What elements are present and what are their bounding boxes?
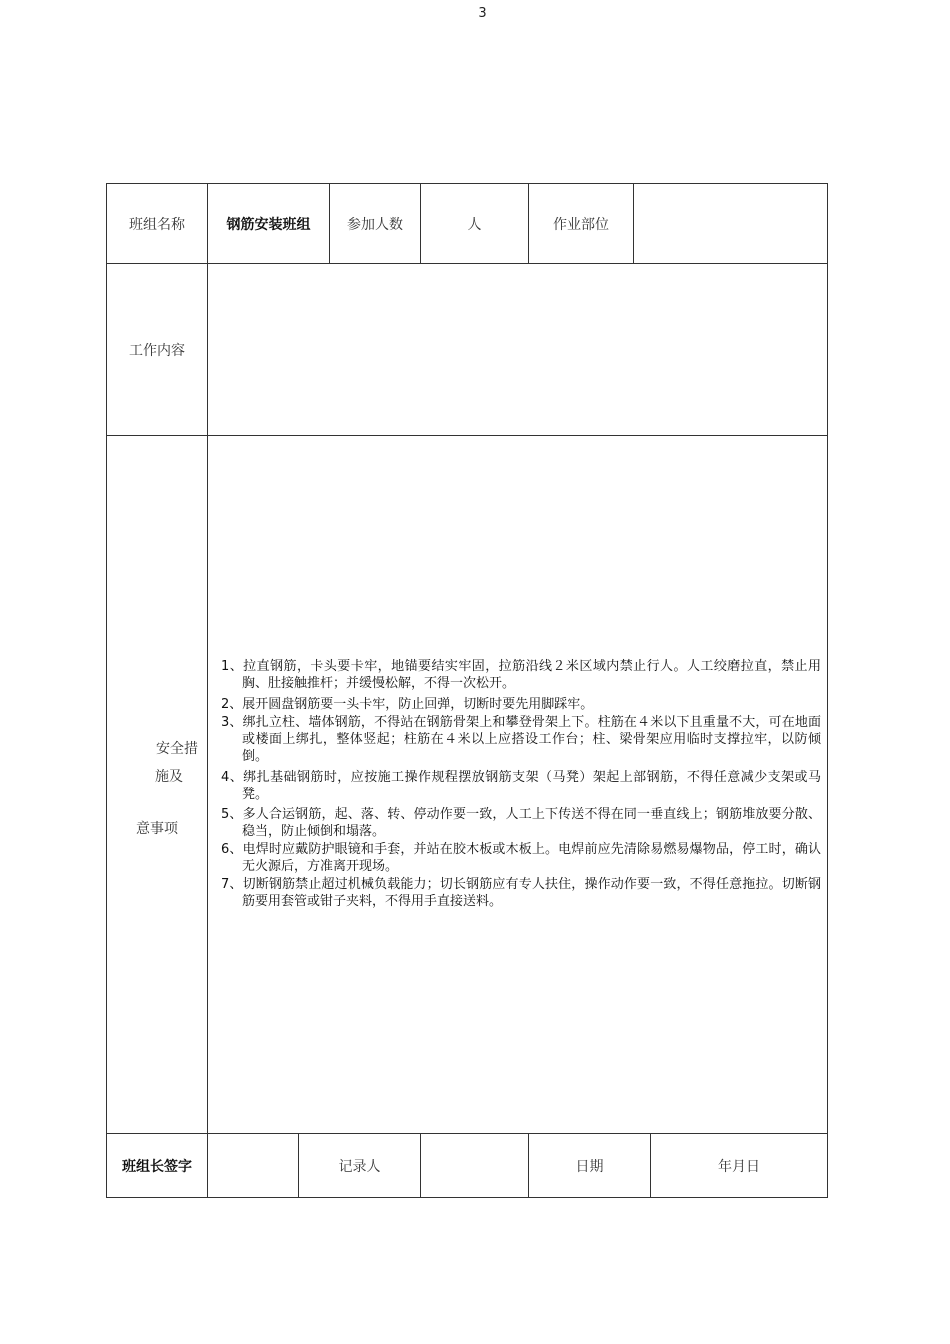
team-leader-sign-value xyxy=(208,1134,299,1197)
safety-label-line-2: 施及 xyxy=(155,769,183,785)
team-leader-sign-label: 班组长签字 xyxy=(107,1134,208,1197)
safety-item-1: 1、拉直钢筋，卡头要卡牢，地锚要结实牢固，拉筋沿线２米区域内禁止行人。人工绞磨拉直，禁止用胸、肚接触推杆；并缓慢松解，不得一次松开。 xyxy=(221,659,821,691)
safety-item-6: 6、电焊时应戴防护眼镜和手套，并站在胶木板或木板上。电焊前应先清除易燃易爆物品，停工时，确认无火源后，方准离开现场。 xyxy=(221,842,821,874)
participants-label: 参加人数 xyxy=(330,184,421,263)
date-label: 日期 xyxy=(529,1134,651,1197)
safety-label-line-1: 安全措 xyxy=(156,741,198,757)
safety-label-line-3: 意事项 xyxy=(136,821,178,837)
recorder-label: 记录人 xyxy=(299,1134,421,1197)
safety-item-5: 5、多人合运钢筋，起、落、转、停动作要一致，人工上下传送不得在同一垂直线上；钢筋堆放要分散、稳当，防止倾倒和塌落。 xyxy=(221,807,821,839)
recorder-value xyxy=(421,1134,529,1197)
header-row xyxy=(107,184,827,264)
date-value: 年月日 xyxy=(718,1158,760,1175)
safety-measures-list xyxy=(221,658,821,911)
safety-measures-label xyxy=(107,436,208,1133)
team-name-value: 钢筋安装班组 xyxy=(208,184,330,263)
safety-item-4: 4、绑扎基础钢筋时，应按施工操作规程摆放钢筋支架（马凳）架起上部钢筋，不得任意减少支架或马凳。 xyxy=(221,770,821,802)
work-content-value xyxy=(208,264,827,435)
safety-item-7: 7、切断钢筋禁止超过机械负载能力；切长钢筋应有专人扶住，操作动作要一致，不得任意拖拉。切断钢筋要用套管或钳子夹料，不得用手直接送料。 xyxy=(221,877,821,909)
team-name-label: 班组名称 xyxy=(107,184,208,263)
safety-item-2: 2、展开圆盘钢筋要一头卡牢，防止回弹，切断时要先用脚踩牢。 xyxy=(221,697,594,712)
work-content-row xyxy=(107,264,827,436)
page-number: 3 xyxy=(478,6,487,21)
participants-unit: 人 xyxy=(421,184,529,263)
work-content-label: 工作内容 xyxy=(107,264,208,435)
signature-row xyxy=(107,1134,827,1197)
safety-measures-row xyxy=(107,436,827,1134)
work-location-value xyxy=(634,184,827,263)
safety-item-3: 3、绑扎立柱、墙体钢筋，不得站在钢筋骨架上和攀登骨架上下。柱筋在４米以下且重量不大，可在地面或楼面上绑扎，整体竖起；柱筋在４米以上应搭设工作台；柱、梁骨架应用临时支撑拉牢，以防倾倒。 xyxy=(221,715,821,764)
safety-briefing-form xyxy=(106,183,828,1198)
work-location-label: 作业部位 xyxy=(529,184,634,263)
